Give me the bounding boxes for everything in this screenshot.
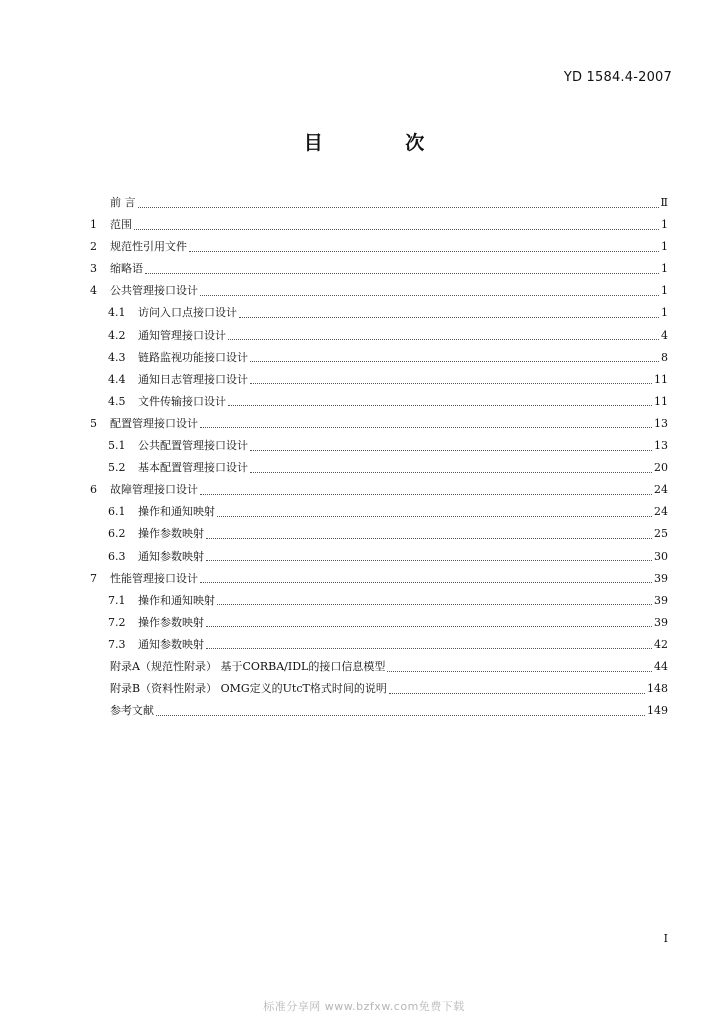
toc-entry-label: 性能管理接口设计 (110, 571, 198, 585)
toc-entry[interactable] (90, 302, 668, 324)
toc-entry-page: 1 (661, 218, 668, 232)
toc-entry[interactable] (90, 501, 668, 523)
toc-leader-dots (200, 427, 652, 428)
toc-entry-number: 4.4 (108, 372, 126, 386)
toc-entry[interactable] (90, 612, 668, 634)
toc-entry-number: 4.3 (108, 350, 126, 364)
toc-entry-page: 148 (647, 682, 668, 696)
toc-entry[interactable] (90, 568, 668, 590)
toc-leader-dots (217, 604, 652, 605)
toc-entry-label: 前 言 (110, 196, 136, 209)
toc-entry[interactable] (90, 391, 668, 413)
toc-leader-dots (200, 582, 652, 583)
toc-entry[interactable] (90, 656, 668, 678)
toc-leader-dots (389, 693, 645, 694)
toc-entry[interactable] (90, 280, 668, 302)
toc-entry-number: 6.2 (108, 527, 126, 541)
toc-entry-label: 附录B（资料性附录） OMG定义的UtcT格式时间的说明 (110, 682, 387, 696)
toc-entry-page: 11 (654, 394, 668, 408)
toc-entry-label: 基本配置管理接口设计 (138, 461, 248, 475)
toc-entry[interactable] (90, 347, 668, 369)
toc-entry-page: 8 (661, 350, 668, 364)
toc-entry-label: 操作参数映射 (138, 615, 204, 629)
toc-entry-page: 39 (654, 615, 668, 629)
toc-entry-number: 6 (90, 483, 97, 497)
toc-entry-page: 1 (661, 262, 668, 276)
toc-entry-page: 42 (654, 637, 668, 651)
toc-entry-page: 4 (661, 328, 668, 342)
toc-entry-page: 13 (654, 416, 668, 430)
toc-entry[interactable] (90, 325, 668, 347)
toc-leader-dots (206, 538, 652, 539)
toc-entry-page: 1 (661, 240, 668, 254)
toc-entry-label: 附录A（规范性附录） 基于CORBA/IDL的接口信息模型 (110, 659, 386, 673)
toc-entry-label: 范围 (110, 218, 132, 232)
toc-entry-number: 7.3 (108, 637, 126, 651)
toc-entry-page: 25 (654, 527, 668, 541)
toc-entry-label: 操作和通知映射 (138, 505, 215, 519)
toc-entry-label: 参考文献 (110, 704, 154, 718)
toc-leader-dots (228, 405, 652, 406)
toc-entry[interactable] (90, 546, 668, 568)
toc-entry-page: 149 (647, 704, 668, 718)
toc-entry-number: 7.2 (108, 615, 126, 629)
toc-entry-page: 13 (654, 439, 668, 453)
toc-leader-dots (206, 560, 652, 561)
toc-leader-dots (138, 207, 659, 208)
toc-entry-page: 39 (654, 593, 668, 607)
toc-entry-page: Ⅱ (660, 196, 668, 209)
document-code: YD 1584.4-2007 (563, 70, 672, 85)
toc-entry-number: 5.2 (108, 461, 126, 475)
toc-leader-dots (250, 361, 659, 362)
toc-leader-dots (217, 516, 652, 517)
toc-entry-number: 4.2 (108, 328, 126, 342)
toc-entry[interactable] (90, 457, 668, 479)
table-of-contents (90, 192, 668, 722)
toc-entry-number: 7 (90, 571, 97, 585)
toc-leader-dots (250, 383, 652, 384)
toc-entry[interactable] (90, 369, 668, 391)
toc-entry-page: 39 (654, 571, 668, 585)
toc-entry[interactable] (90, 192, 668, 214)
toc-entry-page: 30 (654, 549, 668, 563)
toc-entry-label: 通知参数映射 (138, 637, 204, 651)
toc-entry-number: 3 (90, 262, 97, 276)
toc-entry-label: 配置管理接口设计 (110, 416, 198, 430)
toc-leader-dots (145, 273, 659, 274)
watermark: 标准分享网 www.bzfxw.com免费下载 (263, 1000, 465, 1013)
toc-entry-number: 1 (90, 218, 97, 232)
toc-entry[interactable] (90, 634, 668, 656)
toc-leader-dots (228, 339, 659, 340)
toc-leader-dots (250, 450, 652, 451)
toc-entry[interactable] (90, 214, 668, 236)
toc-entry-number: 6.1 (108, 505, 126, 519)
toc-entry[interactable] (90, 258, 668, 280)
toc-leader-dots (156, 715, 645, 716)
toc-entry[interactable] (90, 523, 668, 545)
toc-entry-number: 4.1 (108, 306, 126, 320)
toc-leader-dots (206, 626, 652, 627)
toc-entry-label: 公共配置管理接口设计 (138, 439, 248, 453)
toc-entry-number: 4 (90, 284, 97, 298)
toc-entry-label: 文件传输接口设计 (138, 394, 226, 408)
toc-entry-label: 操作参数映射 (138, 527, 204, 541)
toc-entry-number: 5 (90, 416, 97, 430)
toc-leader-dots (239, 317, 659, 318)
toc-entry-label: 公共管理接口设计 (110, 284, 198, 298)
toc-entry-label: 规范性引用文件 (110, 240, 187, 254)
page-number: I (663, 932, 668, 945)
toc-entry-label: 链路监视功能接口设计 (138, 350, 248, 364)
toc-leader-dots (134, 229, 659, 230)
toc-title: 目 次 (303, 132, 463, 154)
toc-leader-dots (200, 494, 652, 495)
toc-entry[interactable] (90, 236, 668, 258)
toc-entry-label: 缩略语 (110, 262, 143, 276)
toc-entry[interactable] (90, 678, 668, 700)
toc-leader-dots (200, 295, 659, 296)
toc-entry-page: 44 (654, 659, 668, 673)
toc-entry-page: 20 (654, 461, 668, 475)
toc-entry-label: 通知日志管理接口设计 (138, 372, 248, 386)
toc-entry[interactable] (90, 435, 668, 457)
toc-entry-number: 2 (90, 240, 97, 254)
toc-entry-page: 1 (661, 306, 668, 320)
toc-leader-dots (387, 671, 652, 672)
toc-entry-page: 1 (661, 284, 668, 298)
toc-entry-page: 24 (654, 483, 668, 497)
toc-leader-dots (250, 472, 652, 473)
toc-entry-number: 4.5 (108, 394, 126, 408)
toc-leader-dots (206, 648, 652, 649)
toc-entry-number: 6.3 (108, 549, 126, 563)
toc-entry-page: 24 (654, 505, 668, 519)
toc-leader-dots (189, 251, 659, 252)
toc-entry[interactable] (90, 479, 668, 501)
toc-entry[interactable] (90, 413, 668, 435)
toc-entry[interactable] (90, 590, 668, 612)
toc-entry-number: 5.1 (108, 439, 126, 453)
toc-entry-label: 访问入口点接口设计 (138, 306, 237, 320)
toc-entry-label: 操作和通知映射 (138, 593, 215, 607)
toc-entry-label: 故障管理接口设计 (110, 483, 198, 497)
toc-entry-number: 7.1 (108, 593, 126, 607)
toc-entry-label: 通知参数映射 (138, 549, 204, 563)
toc-entry[interactable] (90, 700, 668, 722)
toc-entry-page: 11 (654, 372, 668, 386)
toc-entry-label: 通知管理接口设计 (138, 328, 226, 342)
